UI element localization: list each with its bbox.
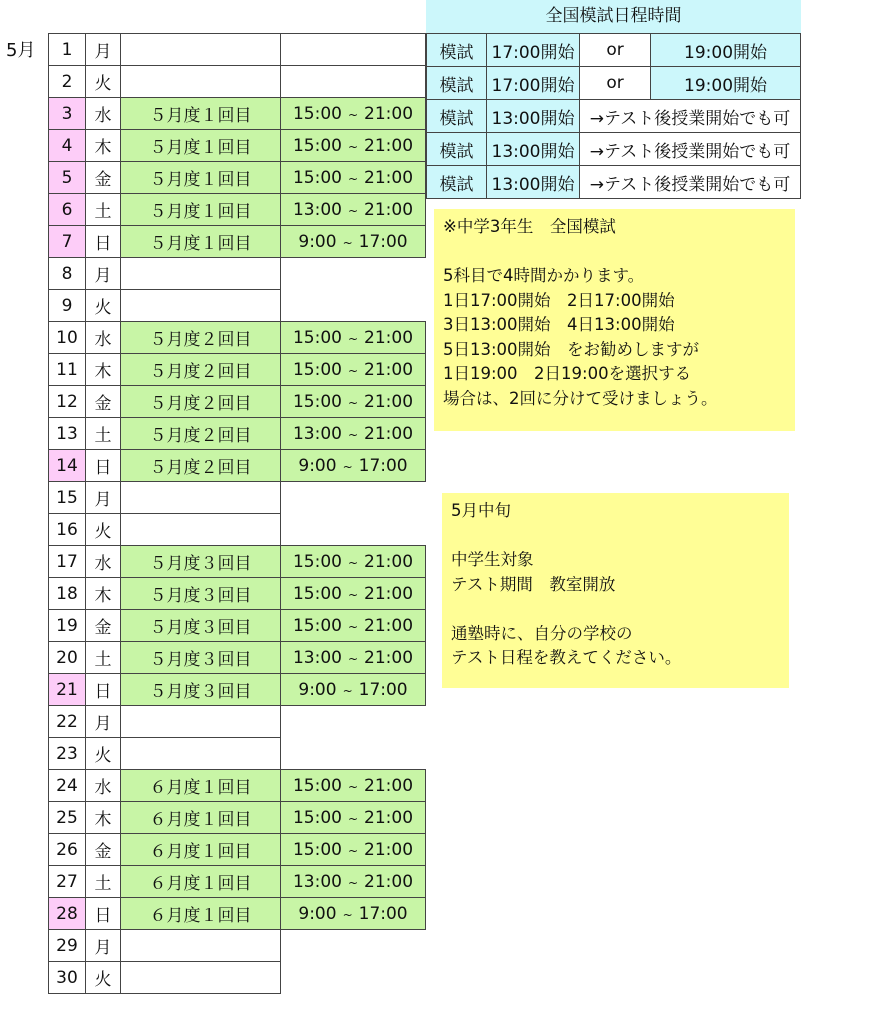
mock-start: 13:00開始: [487, 100, 580, 133]
time-cell-empty: [281, 514, 426, 546]
time-end: 17:00: [358, 903, 408, 924]
day-date: 17: [49, 546, 86, 578]
day-date: 6: [49, 194, 86, 226]
time-end: 21:00: [364, 775, 414, 796]
calendar-row: [49, 834, 426, 866]
test-period-note-line: 中学生対象: [451, 550, 534, 569]
time-cell: [281, 66, 426, 98]
time-start: 9:00: [298, 679, 337, 700]
time-cell: [281, 130, 426, 162]
time-separator: ~: [347, 171, 359, 186]
mock-start: 17:00開始: [487, 67, 580, 100]
calendar-body: [49, 34, 426, 994]
day-of-week: 日: [86, 674, 121, 706]
time-separator: ~: [342, 907, 353, 922]
day-of-week: 火: [86, 962, 121, 994]
session-cell: ６月度１回目: [121, 770, 281, 802]
session-cell: ５月度３回目: [121, 546, 281, 578]
session-cell: [121, 34, 281, 66]
mock-row: [427, 100, 801, 133]
time-cell: [281, 898, 426, 930]
time-cell: [281, 226, 426, 258]
time-cell-empty: [281, 962, 426, 994]
time-cell: [281, 546, 426, 578]
mock-or: or: [580, 67, 651, 100]
session-cell: ５月度１回目: [121, 194, 281, 226]
day-date: 4: [49, 130, 86, 162]
time-separator: ~: [347, 331, 359, 346]
day-date: 25: [49, 802, 86, 834]
day-of-week: 木: [86, 354, 121, 386]
session-cell: [121, 482, 281, 514]
calendar-row: [49, 130, 426, 162]
calendar-row: [49, 738, 426, 770]
mock-exam-note: [434, 209, 795, 431]
test-period-note-line: [451, 524, 780, 549]
time-separator: ~: [347, 811, 359, 826]
session-cell: [121, 962, 281, 994]
test-period-note-line: 5月中旬: [451, 501, 511, 520]
day-date: 21: [49, 674, 86, 706]
day-of-week: 金: [86, 386, 121, 418]
time-start: 15:00: [292, 359, 342, 380]
session-cell: [121, 290, 281, 322]
mock-or: or: [580, 34, 651, 67]
day-date: 16: [49, 514, 86, 546]
time-cell: [281, 770, 426, 802]
time-cell: [281, 386, 426, 418]
time-start: 13:00: [292, 423, 342, 444]
calendar-row: [49, 418, 426, 450]
day-of-week: 月: [86, 34, 121, 66]
session-cell: [121, 930, 281, 962]
session-cell: ５月度１回目: [121, 130, 281, 162]
time-start: 9:00: [298, 231, 337, 252]
time-start: 15:00: [292, 807, 342, 828]
day-date: 26: [49, 834, 86, 866]
calendar-row: [49, 898, 426, 930]
day-date: 14: [49, 450, 86, 482]
mock-schedule-title: 全国模試日程時間: [426, 0, 801, 33]
mock-alt: 19:00開始: [651, 67, 801, 100]
time-separator: ~: [347, 139, 359, 154]
day-date: 11: [49, 354, 86, 386]
day-date: 24: [49, 770, 86, 802]
time-end: 21:00: [364, 551, 414, 572]
session-cell: ６月度１回目: [121, 802, 281, 834]
time-end: 21:00: [364, 167, 414, 188]
time-end: 21:00: [364, 423, 414, 444]
time-start: 15:00: [292, 839, 342, 860]
time-start: 15:00: [292, 167, 342, 188]
test-period-note-line: テスト日程を教えてください。: [451, 648, 682, 667]
calendar-row: [49, 578, 426, 610]
mock-row: [427, 34, 801, 67]
time-end: 17:00: [358, 231, 408, 252]
time-end: 21:00: [364, 871, 414, 892]
mock-start: 13:00開始: [487, 133, 580, 166]
day-date: 8: [49, 258, 86, 290]
day-of-week: 金: [86, 834, 121, 866]
session-cell: ５月度１回目: [121, 162, 281, 194]
day-of-week: 日: [86, 226, 121, 258]
session-cell: ５月度２回目: [121, 322, 281, 354]
calendar-row: [49, 194, 426, 226]
time-separator: ~: [347, 843, 359, 858]
mock-alt: 19:00開始: [651, 34, 801, 67]
mock-label: 模試: [427, 100, 487, 133]
session-cell: [121, 258, 281, 290]
calendar-row: [49, 610, 426, 642]
time-separator: ~: [347, 555, 359, 570]
time-separator: ~: [347, 587, 359, 602]
time-start: 15:00: [292, 615, 342, 636]
session-cell: [121, 738, 281, 770]
time-start: 15:00: [292, 775, 342, 796]
calendar-row: [49, 930, 426, 962]
calendar-row: [49, 482, 426, 514]
day-of-week: 水: [86, 98, 121, 130]
session-cell: ６月度１回目: [121, 898, 281, 930]
time-start: 13:00: [292, 199, 342, 220]
session-cell: [121, 706, 281, 738]
calendar-row: [49, 226, 426, 258]
time-separator: ~: [347, 107, 359, 122]
mock-row: [427, 133, 801, 166]
time-cell: [281, 322, 426, 354]
time-end: 21:00: [364, 807, 414, 828]
time-separator: ~: [342, 235, 353, 250]
time-end: 21:00: [364, 103, 414, 124]
day-of-week: 月: [86, 930, 121, 962]
mock-note: →テスト後授業開始でも可: [580, 166, 801, 199]
day-date: 12: [49, 386, 86, 418]
day-date: 1: [49, 34, 86, 66]
mock-exam-note-line: 1日19:00 2日19:00を選択する: [443, 364, 692, 383]
time-separator: ~: [347, 395, 359, 410]
calendar-row: [49, 290, 426, 322]
mock-exam-note-line: ※中学3年生 全国模試: [443, 217, 616, 236]
time-start: 15:00: [292, 103, 342, 124]
time-cell: [281, 354, 426, 386]
test-period-note: [442, 493, 789, 688]
calendar-row: [49, 162, 426, 194]
day-of-week: 金: [86, 610, 121, 642]
session-cell: ５月度１回目: [121, 226, 281, 258]
time-separator: ~: [342, 459, 353, 474]
time-cell: [281, 610, 426, 642]
calendar-row: [49, 354, 426, 386]
day-of-week: 土: [86, 866, 121, 898]
time-cell: [281, 34, 426, 66]
test-period-note-line: テスト期間 教室開放: [451, 574, 616, 594]
time-end: 21:00: [364, 199, 414, 220]
time-end: 21:00: [364, 615, 414, 636]
session-cell: ５月度３回目: [121, 610, 281, 642]
calendar-row: [49, 962, 426, 994]
time-cell-empty: [281, 290, 426, 322]
mock-start: 13:00開始: [487, 166, 580, 199]
mock-start: 17:00開始: [487, 34, 580, 67]
day-date: 29: [49, 930, 86, 962]
day-of-week: 土: [86, 194, 121, 226]
session-cell: ５月度３回目: [121, 674, 281, 706]
calendar-row: [49, 770, 426, 802]
session-cell: ５月度３回目: [121, 578, 281, 610]
time-start: 15:00: [292, 391, 342, 412]
mock-exam-note-line: 場合は、2回に分けて受けましょう。: [443, 388, 718, 408]
day-of-week: 水: [86, 546, 121, 578]
session-cell: ５月度２回目: [121, 354, 281, 386]
day-of-week: 木: [86, 130, 121, 162]
time-end: 21:00: [364, 327, 414, 348]
time-end: 17:00: [358, 679, 408, 700]
day-of-week: 土: [86, 418, 121, 450]
session-cell: [121, 66, 281, 98]
time-end: 21:00: [364, 359, 414, 380]
calendar-row: [49, 450, 426, 482]
mock-label: 模試: [427, 67, 487, 100]
calendar-row: [49, 706, 426, 738]
mock-exam-note-line: 1日17:00開始 2日17:00開始: [443, 290, 675, 310]
day-date: 28: [49, 898, 86, 930]
time-cell: [281, 162, 426, 194]
time-start: 13:00: [292, 647, 342, 668]
day-of-week: 木: [86, 578, 121, 610]
time-cell-empty: [281, 258, 426, 290]
day-date: 23: [49, 738, 86, 770]
day-date: 19: [49, 610, 86, 642]
day-of-week: 火: [86, 290, 121, 322]
calendar-row: [49, 34, 426, 66]
mock-schedule-table: [426, 33, 801, 199]
calendar-table: [48, 33, 426, 994]
mock-label: 模試: [427, 34, 487, 67]
time-separator: ~: [347, 779, 359, 794]
time-cell: [281, 98, 426, 130]
day-of-week: 月: [86, 482, 121, 514]
time-start: 9:00: [298, 903, 337, 924]
calendar-row: [49, 98, 426, 130]
day-of-week: 月: [86, 258, 121, 290]
time-cell: [281, 450, 426, 482]
calendar-row: [49, 674, 426, 706]
mock-schedule-body: [427, 34, 801, 199]
day-date: 10: [49, 322, 86, 354]
time-cell-empty: [281, 482, 426, 514]
time-separator: ~: [347, 203, 359, 218]
session-cell: [121, 514, 281, 546]
time-end: 21:00: [364, 583, 414, 604]
day-date: 5: [49, 162, 86, 194]
mock-exam-note-line: [443, 240, 786, 265]
day-date: 2: [49, 66, 86, 98]
day-of-week: 火: [86, 66, 121, 98]
day-date: 15: [49, 482, 86, 514]
time-cell-empty: [281, 930, 426, 962]
day-date: 13: [49, 418, 86, 450]
calendar-row: [49, 258, 426, 290]
time-end: 21:00: [364, 839, 414, 860]
mock-exam-note-line: 3日13:00開始 4日13:00開始: [443, 315, 675, 334]
time-cell-empty: [281, 738, 426, 770]
time-separator: ~: [347, 875, 359, 890]
time-start: 15:00: [292, 135, 342, 156]
test-period-note-line: [451, 597, 780, 622]
mock-note: →テスト後授業開始でも可: [580, 100, 801, 133]
day-of-week: 日: [86, 898, 121, 930]
time-cell: [281, 194, 426, 226]
time-end: 21:00: [364, 647, 414, 668]
mock-row: [427, 67, 801, 100]
day-date: 7: [49, 226, 86, 258]
calendar-row: [49, 514, 426, 546]
calendar-row: [49, 802, 426, 834]
time-cell: [281, 642, 426, 674]
session-cell: ６月度１回目: [121, 866, 281, 898]
day-date: 9: [49, 290, 86, 322]
time-cell: [281, 834, 426, 866]
day-of-week: 水: [86, 322, 121, 354]
day-date: 30: [49, 962, 86, 994]
time-cell: [281, 674, 426, 706]
day-date: 27: [49, 866, 86, 898]
calendar-row: [49, 546, 426, 578]
mock-label: 模試: [427, 166, 487, 199]
time-end: 17:00: [358, 455, 408, 476]
calendar-row: [49, 866, 426, 898]
session-cell: ６月度１回目: [121, 834, 281, 866]
day-date: 20: [49, 642, 86, 674]
calendar-row: [49, 66, 426, 98]
calendar-row: [49, 386, 426, 418]
day-of-week: 火: [86, 738, 121, 770]
time-cell-empty: [281, 706, 426, 738]
time-cell: [281, 418, 426, 450]
time-cell: [281, 578, 426, 610]
time-cell: [281, 866, 426, 898]
calendar-row: [49, 642, 426, 674]
time-separator: ~: [347, 427, 359, 442]
session-cell: ５月度２回目: [121, 418, 281, 450]
mock-row: [427, 166, 801, 199]
day-of-week: 土: [86, 642, 121, 674]
day-of-week: 日: [86, 450, 121, 482]
month-label: 5月: [6, 40, 36, 61]
time-start: 9:00: [298, 455, 337, 476]
session-cell: ５月度２回目: [121, 450, 281, 482]
time-separator: ~: [347, 651, 359, 666]
day-of-week: 木: [86, 802, 121, 834]
day-date: 18: [49, 578, 86, 610]
time-separator: ~: [347, 363, 359, 378]
test-period-note-line: 通塾時に、自分の学校の: [451, 623, 633, 643]
day-date: 3: [49, 98, 86, 130]
day-of-week: 水: [86, 770, 121, 802]
day-of-week: 月: [86, 706, 121, 738]
session-cell: ５月度１回目: [121, 98, 281, 130]
time-start: 15:00: [292, 551, 342, 572]
calendar-row: [49, 322, 426, 354]
time-separator: ~: [347, 619, 359, 634]
session-cell: ５月度３回目: [121, 642, 281, 674]
time-start: 13:00: [292, 871, 342, 892]
time-start: 15:00: [292, 583, 342, 604]
day-date: 22: [49, 706, 86, 738]
session-cell: ５月度２回目: [121, 386, 281, 418]
mock-exam-note-line: 5日13:00開始 をお勧めしますが: [443, 339, 700, 359]
mock-label: 模試: [427, 133, 487, 166]
time-start: 15:00: [292, 327, 342, 348]
mock-exam-note-line: 5科目で4時間かかります。: [443, 266, 645, 285]
time-end: 21:00: [364, 391, 414, 412]
time-cell: [281, 802, 426, 834]
mock-note: →テスト後授業開始でも可: [580, 133, 801, 166]
day-of-week: 火: [86, 514, 121, 546]
time-separator: ~: [342, 683, 353, 698]
day-of-week: 金: [86, 162, 121, 194]
time-end: 21:00: [364, 135, 414, 156]
